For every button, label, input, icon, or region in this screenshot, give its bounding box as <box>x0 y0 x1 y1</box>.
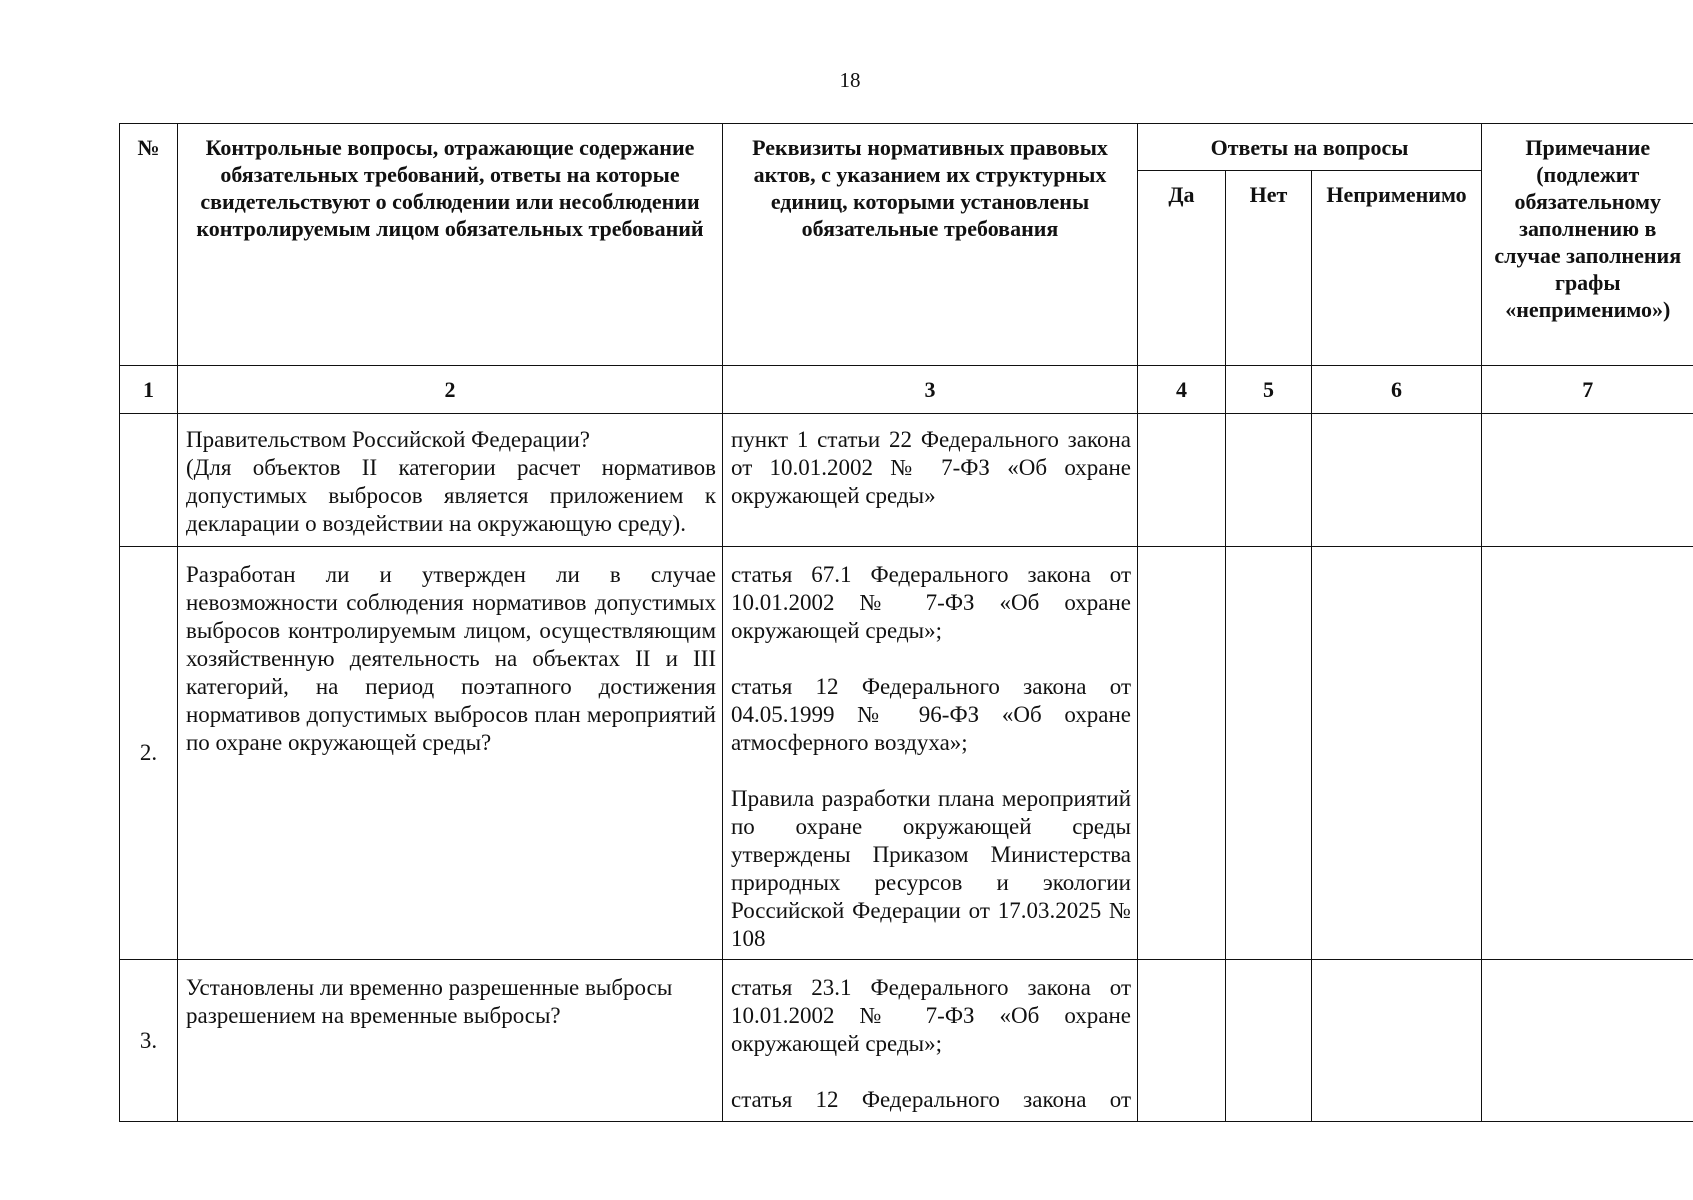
header-yes: Да <box>1138 171 1226 366</box>
requisite-text: статья 23.1 Федерального закона от 10.01.2002 № 7-ФЗ «Об охране окружающей среды»; <box>731 975 1131 1056</box>
table-row <box>120 960 1693 1122</box>
answer-yes-cell[interactable] <box>1138 547 1226 960</box>
requisites-cell <box>723 960 1138 1122</box>
header-answers-group: Ответы на вопросы <box>1138 124 1482 171</box>
requisite-text: статья 12 Федерального закона от <box>731 1087 1131 1112</box>
answer-yes-cell[interactable] <box>1138 960 1226 1122</box>
column-number: 3 <box>723 366 1138 414</box>
note-cell[interactable] <box>1482 960 1693 1122</box>
question-cell <box>178 414 723 547</box>
question-text: Разработан ли и утвержден ли в случае невозможности соблюдения нормативов допустимых выбросов контролируемым лицом, осуществляющим хозяйственную деятельность на объектах II и III категорий, на период поэтапного достижения нормативов допустимых выбросов план мероприятий по охране окружающей среды? <box>186 562 716 755</box>
row-number <box>120 414 178 547</box>
row-number: 3. <box>120 960 178 1122</box>
requisites-cell <box>723 547 1138 960</box>
header-questions: Контрольные вопросы, отражающие содержание обязательных требований, ответы на которые свидетельствуют о соблюдении или несоблюдении контролируемым лицом обязательных требований <box>178 124 723 366</box>
page-number: 18 <box>839 68 861 92</box>
requisite-text: Правила разработки плана мероприятий по охране окружающей среды утверждены Приказом Министерства природных ресурсов и экологии Российской Федерации от 17.03.2025 № 108 <box>731 786 1131 951</box>
answer-yes-cell[interactable] <box>1138 414 1226 547</box>
table-row <box>120 414 1693 547</box>
answer-not-applicable-cell[interactable] <box>1312 414 1482 547</box>
answer-not-applicable-cell[interactable] <box>1312 547 1482 960</box>
question-cell <box>178 960 723 1122</box>
column-number: 5 <box>1226 366 1312 414</box>
column-number: 4 <box>1138 366 1226 414</box>
question-cell <box>178 547 723 960</box>
column-number: 6 <box>1312 366 1482 414</box>
header-requisites: Реквизиты нормативных правовых актов, с указанием их структурных единиц, которыми установлены обязательные требования <box>723 124 1138 366</box>
question-text: Правительством Российской Федерации? <box>186 427 590 452</box>
table-row <box>120 547 1693 960</box>
column-number: 1 <box>120 366 178 414</box>
question-text: Установлены ли временно разрешенные выбросы разрешением на временные выбросы? <box>186 975 673 1028</box>
header-note: Примечание (подлежит обязательному заполнению в случае заполнения графы «неприменимо») <box>1482 124 1693 366</box>
answer-no-cell[interactable] <box>1226 960 1312 1122</box>
header-not-applicable: Неприменимо <box>1312 171 1482 366</box>
column-number: 2 <box>178 366 723 414</box>
requisite-text: пункт 1 статьи 22 Федерального закона от 10.01.2002 № 7-ФЗ «Об охране окружающей среды» <box>731 427 1131 508</box>
checklist-table <box>119 123 1693 1122</box>
header-no: № <box>120 124 178 366</box>
row-number: 2. <box>120 547 178 960</box>
requisites-cell <box>723 414 1138 547</box>
requisite-text: статья 12 Федерального закона от 04.05.1999 № 96-ФЗ «Об охране атмосферного воздуха»; <box>731 674 1131 755</box>
note-cell[interactable] <box>1482 547 1693 960</box>
answer-not-applicable-cell[interactable] <box>1312 960 1482 1122</box>
answer-no-cell[interactable] <box>1226 414 1312 547</box>
note-cell[interactable] <box>1482 414 1693 547</box>
answer-no-cell[interactable] <box>1226 547 1312 960</box>
column-numbers-row <box>120 366 1693 414</box>
requisite-text: статья 67.1 Федерального закона от 10.01.2002 № 7-ФЗ «Об охране окружающей среды»; <box>731 562 1131 643</box>
question-text: (Для объектов II категории расчет нормативов допустимых выбросов является приложением к декларации о воздействии на окружающую среду). <box>186 455 716 536</box>
header-no-answer: Нет <box>1226 171 1312 366</box>
column-number: 7 <box>1482 366 1693 414</box>
